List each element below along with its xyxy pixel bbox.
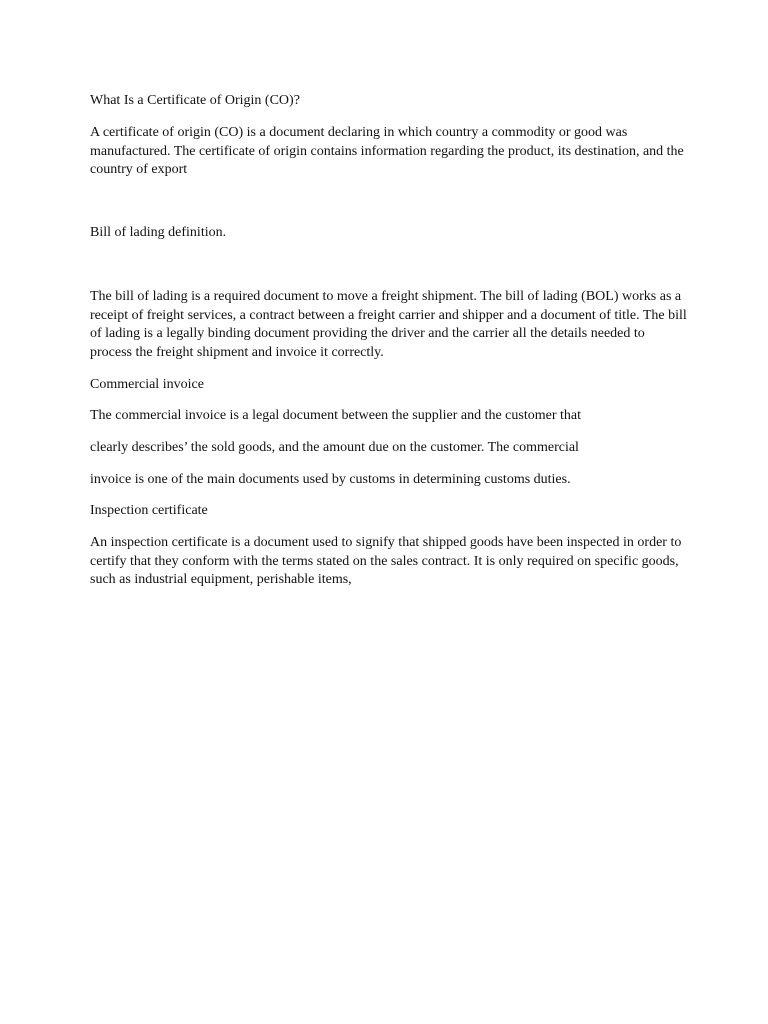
bol-paragraph: The bill of lading is a required document to move a freight shipment. The bill of lading (BOL) works as a receipt of freight services, a contract between a freight carrier and shipper and a document of title. The bill of lading is a legally binding document providing the driver and the carrier all the details needed to process the freight shipment and invoice it correctly. [90,289,687,361]
bol-heading: Bill of lading definition. [90,225,227,240]
ci-line-3: invoice is one of the main documents used by customs in determining customs duties. [90,472,571,487]
ic-heading: Inspection certificate [90,503,208,518]
co-heading: What Is a Certificate of Origin (CO)? [90,93,300,108]
ci-line-2: clearly describes’ the sold goods, and the amount due on the customer. The commercial [90,440,579,455]
ic-paragraph: An inspection certificate is a document used to signify that shipped goods have been inspected in order to certify that they conform with the terms stated on the sales contract. It is only required on specific goods, such as industrial equipment, perishable items, [90,535,682,588]
co-paragraph: A certificate of origin (CO) is a document declaring in which country a commodity or good was manufactured. The certificate of origin contains information regarding the product, its destination, and the country of export [90,125,684,178]
ci-heading: Commercial invoice [90,377,204,392]
ci-line-1: The commercial invoice is a legal document between the supplier and the customer that [90,408,581,423]
